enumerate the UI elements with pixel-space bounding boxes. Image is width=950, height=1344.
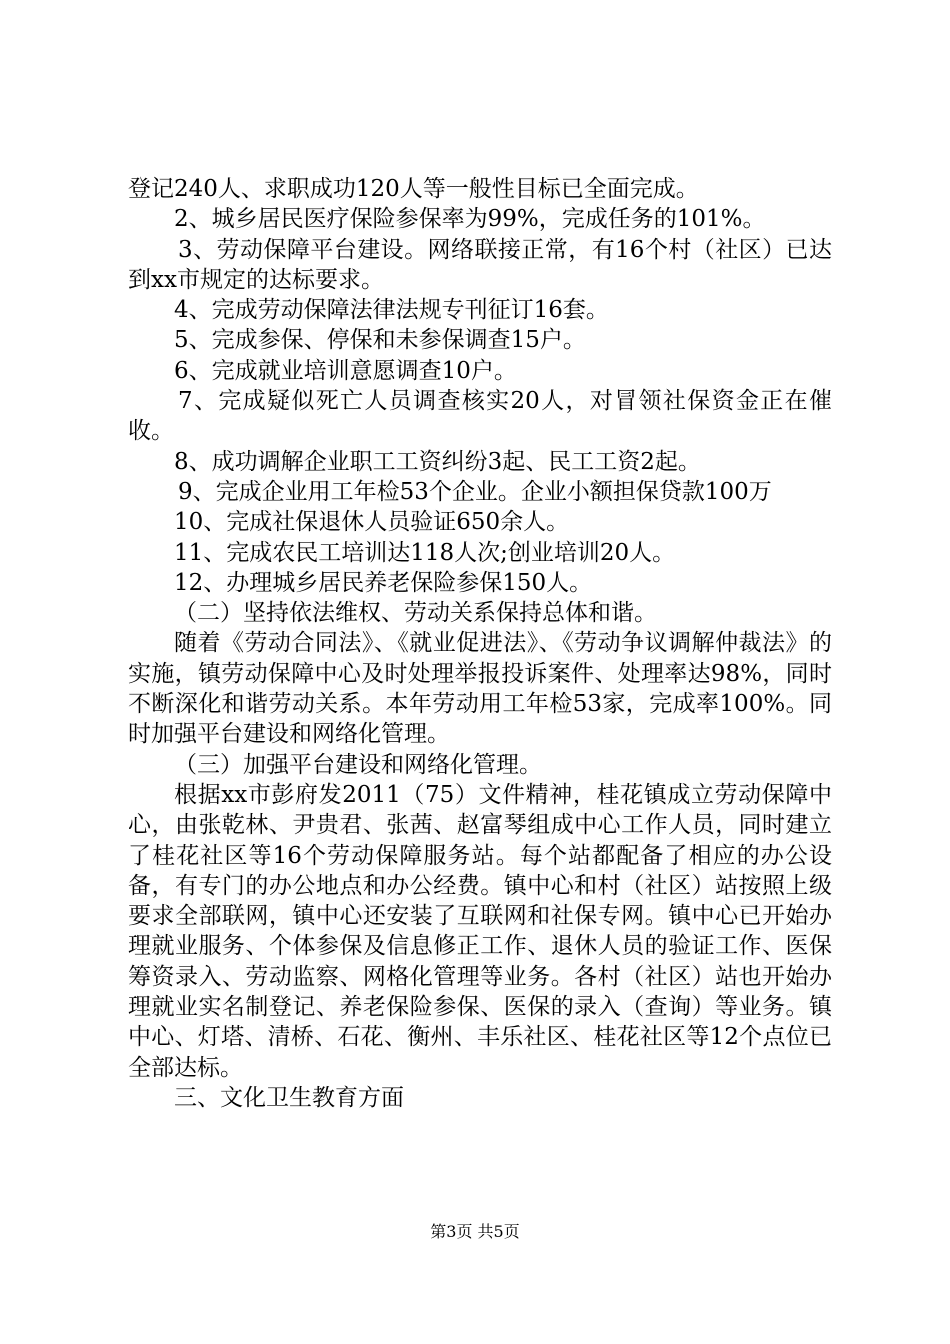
list-item-8: 8、成功调解企业职工工资纠纷3起、民工工资2起。: [174, 448, 701, 475]
list-item-11: 11、完成农民工培训达118人次;创业培训20人。: [174, 539, 676, 566]
paragraph-platform: 根据xx市彭府发2011（75）文件精神，桂花镇成立劳动保障中心，由张乾林、尹贵君、张茜、赵富琴组成中心工作人员，同时建立了桂花社区等16个劳动保障服务站。每个站都配备了相应的办公设备，有专门的办公地点和办公经费。镇中心和村（社区）站按照上级要求全部联网，镇中心还安装了互联网和社保专网。镇中心已开始办理就业服务、个体参保及信息修正工作、退休人员的验证工作、医保筹资录入、劳动监察、网格化管理等业务。各村（社区）站也开始办理就业实名制登记、养老保险参保、医保的录入（查询）等业务。镇中心、灯塔、清桥、石花、衡州、丰乐社区、桂花社区等12个点位已全部达标。: [128, 781, 832, 1081]
paragraph-continuation: 登记240人、求职成功120人等一般性目标已全面完成。: [128, 176, 699, 202]
page-footer: 第3页 共5页: [430, 1222, 520, 1241]
section-heading-culture: 三、文化卫生教育方面: [174, 1084, 404, 1111]
section-heading-3: （三）加强平台建设和网络化管理。: [174, 751, 542, 778]
document-body: [128, 174, 832, 1113]
list-item-3: 3、劳动保障平台建设。网络联接正常，有16个村（社区）已达到xx市规定的达标要求。: [128, 236, 832, 293]
list-item-12: 12、办理城乡居民养老保险参保150人。: [174, 569, 593, 596]
paragraph-rights: 随着《劳动合同法》、《就业促进法》、《劳动争议调解仲裁法》的实施，镇劳动保障中心及时处理举报投诉案件、处理率达98%，同时不断深化和谐劳动关系。本年劳动用工年检53家，完成率100%。同时加强平台建设和网络化管理。: [128, 630, 832, 748]
list-item-7: 7、完成疑似死亡人员调查核实20人，对冒领社保资金正在催收。: [128, 388, 832, 445]
list-item-9: 9、完成企业用工年检53个企业。企业小额担保贷款100万: [178, 478, 772, 505]
list-item-5: 5、完成参保、停保和未参保调查15户。: [174, 327, 586, 354]
list-item-6: 6、完成就业培训意愿调查10户。: [174, 357, 517, 384]
list-item-2: 2、城乡居民医疗保险参保率为99%，完成任务的101%。: [174, 206, 766, 233]
list-item-4: 4、完成劳动保障法律法规专刊征订16套。: [174, 297, 609, 324]
list-item-10: 10、完成社保退休人员验证650余人。: [174, 509, 570, 536]
section-heading-2: （二）坚持依法维权、劳动关系保持总体和谐。: [174, 600, 657, 627]
